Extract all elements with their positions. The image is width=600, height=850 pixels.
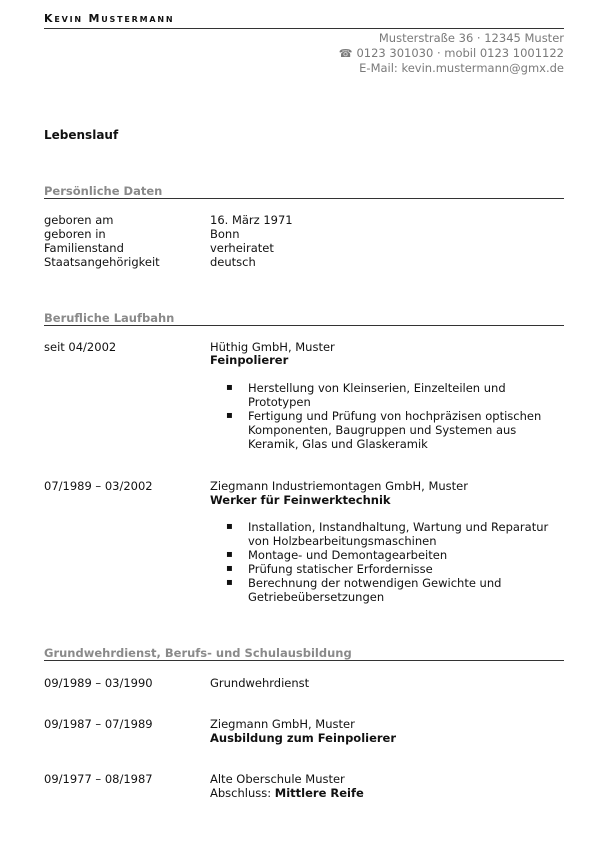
education-period: 09/1977 – 08/1987 xyxy=(44,772,153,786)
job-period: seit 04/2002 xyxy=(44,340,117,354)
education-institution: Ziegmann GmbH, Muster xyxy=(210,717,355,731)
section-heading-career: Berufliche Laufbahn xyxy=(44,311,175,325)
applicant-name: Kevin Mustermann xyxy=(44,12,175,25)
section-divider-personal xyxy=(44,198,564,199)
job-task-list xyxy=(226,381,566,451)
personal-value: verheiratet xyxy=(210,241,274,255)
education-institution: Alte Oberschule Muster xyxy=(210,772,345,786)
education-period: 09/1989 – 03/1990 xyxy=(44,676,153,690)
personal-value: Bonn xyxy=(210,227,240,241)
telephone-icon: ☎ xyxy=(338,46,353,60)
personal-label: geboren am xyxy=(44,213,114,227)
personal-value: 16. März 1971 xyxy=(210,213,293,227)
education-period: 09/1987 – 07/1989 xyxy=(44,717,153,731)
document-title: Lebenslauf xyxy=(44,128,119,142)
education-degree xyxy=(210,786,564,800)
address: Musterstraße 36 · 12345 Muster xyxy=(378,31,564,45)
job-task-list xyxy=(226,520,566,604)
personal-label: geboren in xyxy=(44,227,106,241)
section-heading-education: Grundwehrdienst, Berufs- und Schulausbildung xyxy=(44,646,352,660)
list-item: ▪ Herstellung von Kleinserien, Einzelteilen und Prototypen xyxy=(226,381,566,409)
list-item: ▪ Prüfung statischer Erfordernisse xyxy=(226,562,566,576)
job-company: Ziegmann Industriemontagen GmbH, Muster xyxy=(210,479,468,493)
contact-block xyxy=(339,31,564,76)
job-company: Hüthig GmbH, Muster xyxy=(210,340,335,354)
degree-name: Mittlere Reife xyxy=(274,786,364,800)
personal-label: Familienstand xyxy=(44,241,124,255)
phone-line xyxy=(339,46,564,62)
job-position: Feinpolierer xyxy=(210,353,289,367)
list-item: ▪ Montage- und Demontagearbeiten xyxy=(226,548,566,562)
list-item: ▪ Fertigung und Prüfung von hochpräzisen optischen Komponenten, Baugruppen und Systemen aus Keramik, Glas und Glaskeramik xyxy=(226,409,566,451)
job-period: 07/1989 – 03/2002 xyxy=(44,479,153,493)
section-divider-career xyxy=(44,325,564,326)
header-divider xyxy=(44,28,564,29)
list-item: ▪ Installation, Instandhaltung, Wartung und Reparatur von Holzbearbeitungsmaschinen xyxy=(226,520,566,548)
email-line: E-Mail: kevin.mustermann@gmx.de xyxy=(359,61,564,75)
job-position: Werker für Feinwerktechnik xyxy=(210,493,391,507)
education-degree: Ausbildung zum Feinpolierer xyxy=(210,731,397,745)
personal-value: deutsch xyxy=(210,255,256,269)
section-heading-personal: Persönliche Daten xyxy=(44,184,163,198)
degree-prefix: Abschluss: xyxy=(210,786,272,800)
education-title: Grundwehrdienst xyxy=(210,676,310,690)
personal-label: Staatsangehörigkeit xyxy=(44,255,160,269)
section-divider-education xyxy=(44,660,564,661)
list-item: ▪ Berechnung der notwendigen Gewichte und Getriebeübersetzungen xyxy=(226,576,566,604)
phone-numbers: 0123 301030 · mobil 0123 1001122 xyxy=(356,45,564,60)
